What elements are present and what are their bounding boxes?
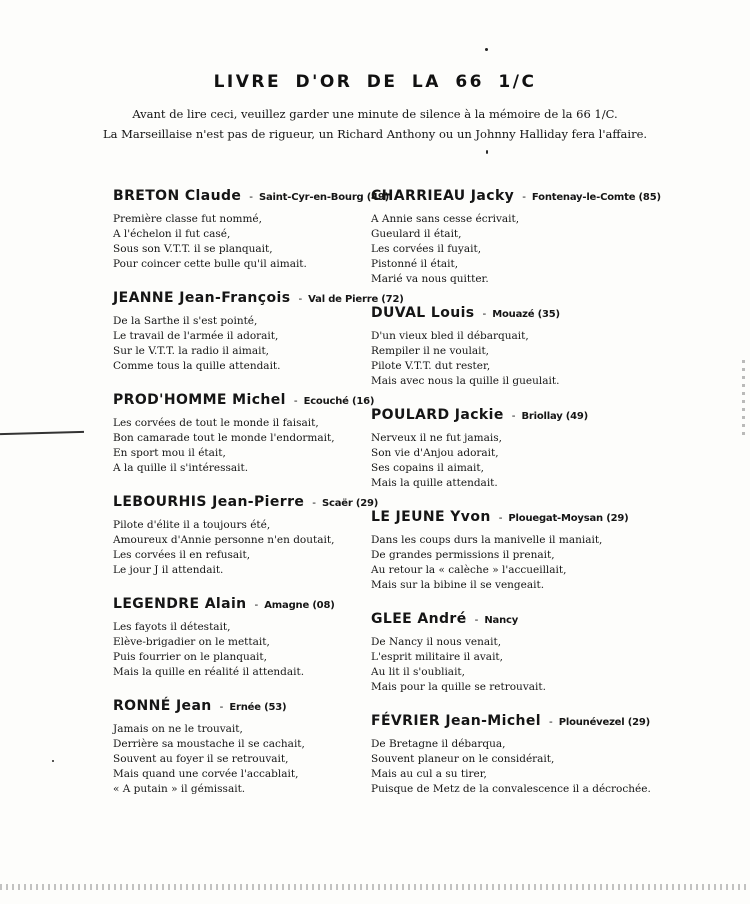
person-name: LEGENDRE Alain <box>113 596 247 612</box>
person-name: LE JEUNE Yvon <box>371 509 491 525</box>
entry-heading <box>371 607 671 632</box>
separator-dash: - <box>298 292 303 305</box>
separator-dash: - <box>482 307 487 320</box>
verse-line: Les corvées il fuyait, <box>371 243 482 255</box>
verse-line: Souvent au foyer il se retrouvait, <box>113 753 289 765</box>
entry-heading <box>113 388 413 413</box>
person-name: GLEE André <box>371 611 467 627</box>
bottom-edge-noise <box>0 884 750 890</box>
verse-line: Comme tous la quille attendait. <box>113 360 281 372</box>
verse-line: Dans les coups durs la manivelle il maniait, <box>371 534 603 546</box>
verse-line: De grandes permissions il prenait, <box>371 549 555 561</box>
verse-line: Mais avec nous la quille il gueulait. <box>371 375 560 387</box>
poem-entry <box>371 709 671 797</box>
verse-line: Mais pour la quille se retrouvait. <box>371 681 546 693</box>
verse-line: Mais la quille en réalité il attendait. <box>113 666 305 678</box>
verse <box>371 329 671 389</box>
poem-entry <box>371 607 671 695</box>
intro-line: Avant de lire ceci, veuillez garder une minute de silence à la mémoire de la 66 1/C. <box>132 107 618 121</box>
separator-dash: - <box>312 496 316 509</box>
verse-line: D'un vieux bled il débarquait, <box>371 330 529 342</box>
verse-line: De Nancy il nous venait, <box>371 636 502 648</box>
verse-line: Puis fourrier on le planquait, <box>113 651 267 663</box>
poem-entry <box>371 301 671 389</box>
verse <box>113 416 413 476</box>
right-edge-noise <box>742 360 745 440</box>
entry-heading <box>371 301 671 326</box>
verse-line: Rempiler il ne voulait, <box>371 345 490 357</box>
entry-heading <box>113 490 413 515</box>
hometown: Plounévezel (29) <box>558 717 651 728</box>
entry-heading <box>371 184 671 209</box>
verse-line: L'esprit militaire il avait, <box>371 651 503 663</box>
verse-line: Gueulard il était, <box>371 228 462 240</box>
verse-line: Au lit il s'oubliait, <box>371 666 465 678</box>
right-column <box>371 184 671 811</box>
verse-line: Pistonné il était, <box>371 258 459 270</box>
verse-line: Souvent planeur on le considérait, <box>371 753 555 765</box>
hometown: Fontenay-le-Comte (85) <box>531 192 661 203</box>
verse-line: Jamais on ne le trouvait, <box>113 723 243 735</box>
verse-line: Sur le V.T.T. la radio il aimait, <box>113 345 270 357</box>
hometown: Amagne (08) <box>264 600 335 611</box>
separator-dash: - <box>498 511 503 524</box>
entry-heading <box>113 592 413 617</box>
verse-line: Derrière sa moustache il se cachait, <box>113 738 305 750</box>
verse-line: Les corvées de tout le monde il faisait, <box>113 417 319 429</box>
separator-dash: - <box>249 190 253 203</box>
poem-entry <box>113 694 413 797</box>
person-name: DUVAL Louis <box>371 305 475 321</box>
poem-entry <box>113 184 413 272</box>
verse-line: Amoureux d'Annie personne n'en doutait, <box>113 534 335 546</box>
entry-heading <box>113 286 413 311</box>
person-name: PROD'HOMME Michel <box>113 392 286 408</box>
verse-line: Pour coincer cette bulle qu'il aimait. <box>113 258 307 270</box>
verse-line: Les fayots il détestait, <box>113 621 231 633</box>
hometown: Ecouché (16) <box>303 396 375 407</box>
verse <box>371 212 671 287</box>
verse-line: Le jour J il attendait. <box>113 564 224 576</box>
person-name: FÉVRIER Jean-Michel <box>371 713 541 729</box>
entry-heading <box>371 403 671 428</box>
verse-line: A l'échelon il fut casé, <box>113 228 231 240</box>
separator-dash: - <box>522 190 526 203</box>
person-name: LEBOURHIS Jean-Pierre <box>113 494 305 510</box>
person-name: BRETON Claude <box>113 188 242 204</box>
verse-line: Puisque de Metz de la convalescence il a décrochée. <box>371 783 651 795</box>
entry-heading <box>113 694 413 719</box>
verse-line: De la Sarthe il s'est pointé, <box>113 315 258 327</box>
verse-line: Mais la quille attendait. <box>371 477 498 489</box>
separator-dash: - <box>254 598 259 611</box>
verse-line: Mais au cul a su tirer, <box>371 768 487 780</box>
verse-line: Sous son V.T.T. il se planquait, <box>113 243 273 255</box>
hometown: Scaër (29) <box>322 498 379 509</box>
poem-entry <box>113 388 413 476</box>
verse-line: Elève-brigadier on le mettait, <box>113 636 270 648</box>
verse-line: Mais quand une corvée l'accablait, <box>113 768 299 780</box>
speck-mark <box>485 48 488 51</box>
separator-dash: - <box>293 394 298 407</box>
verse-line: Les corvées il en refusait, <box>113 549 251 561</box>
hometown: Nancy <box>484 615 519 626</box>
entry-heading <box>113 184 413 209</box>
intro-line: La Marseillaise n'est pas de rigueur, un Richard Anthony ou un Johnny Halliday fera l'affaire. <box>102 127 648 141</box>
separator-dash: - <box>549 715 553 728</box>
verse <box>371 533 671 593</box>
separator-dash: - <box>511 409 516 422</box>
poem-entry <box>371 505 671 593</box>
verse <box>371 635 671 695</box>
verse-line: Nerveux il ne fut jamais, <box>371 432 502 444</box>
left-column <box>113 184 413 811</box>
hometown: Val de Pierre (72) <box>308 294 404 305</box>
verse-line: Au retour la « calèche » l'accueillait, <box>371 564 567 576</box>
separator-dash: - <box>474 613 479 626</box>
verse <box>371 431 671 491</box>
separator-dash: - <box>219 700 224 713</box>
verse-line: Le travail de l'armée il adorait, <box>113 330 279 342</box>
verse <box>113 620 413 680</box>
verse-line: Première classe fut nommé, <box>113 213 262 225</box>
hometown: Plouegat-Moysan (29) <box>508 513 629 524</box>
hometown: Briollay (49) <box>521 411 589 422</box>
verse-line: Pilote V.T.T. dut rester, <box>371 360 491 372</box>
poem-entry <box>113 286 413 374</box>
poem-entry <box>371 184 671 287</box>
verse <box>113 212 413 272</box>
entry-heading <box>371 709 671 734</box>
verse-line: A la quille il s'intéressait. <box>113 462 249 474</box>
verse <box>113 314 413 374</box>
hometown: Ernée (53) <box>229 702 287 713</box>
verse-line: De Bretagne il débarqua, <box>371 738 506 750</box>
verse-line: En sport mou il était, <box>113 447 226 459</box>
hometown: Mouazé (35) <box>492 309 560 320</box>
poem-entry <box>113 490 413 578</box>
person-name: CHARRIEAU Jacky <box>371 188 515 204</box>
verse-line: Ses copains il aimait, <box>371 462 484 474</box>
verse-line: Son vie d'Anjou adorait, <box>371 447 499 459</box>
verse-line: Marié va nous quitter. <box>371 273 489 285</box>
verse <box>113 722 413 797</box>
speck-mark <box>486 150 488 154</box>
verse <box>113 518 413 578</box>
person-name: RONNÉ Jean <box>113 698 212 714</box>
poem-entry <box>371 403 671 491</box>
poem-entry <box>113 592 413 680</box>
verse-line: « A putain » il gémissait. <box>113 783 246 795</box>
verse <box>371 737 671 797</box>
verse-line: A Annie sans cesse écrivait, <box>371 213 520 225</box>
hometown: Saint-Cyr-en-Bourg (49) <box>258 192 390 203</box>
page-title: LIVRE D'OR DE LA 66 1/C <box>213 72 537 92</box>
person-name: JEANNE Jean-François <box>113 290 291 306</box>
person-name: POULARD Jackie <box>371 407 504 423</box>
margin-scratch <box>0 431 84 435</box>
verse-line: Mais sur la bibine il se vengeait. <box>371 579 545 591</box>
entry-heading <box>371 505 671 530</box>
verse-line: Pilote d'élite il a toujours été, <box>113 519 271 531</box>
speck-mark <box>52 760 54 762</box>
verse-line: Bon camarade tout le monde l'endormait, <box>113 432 335 444</box>
